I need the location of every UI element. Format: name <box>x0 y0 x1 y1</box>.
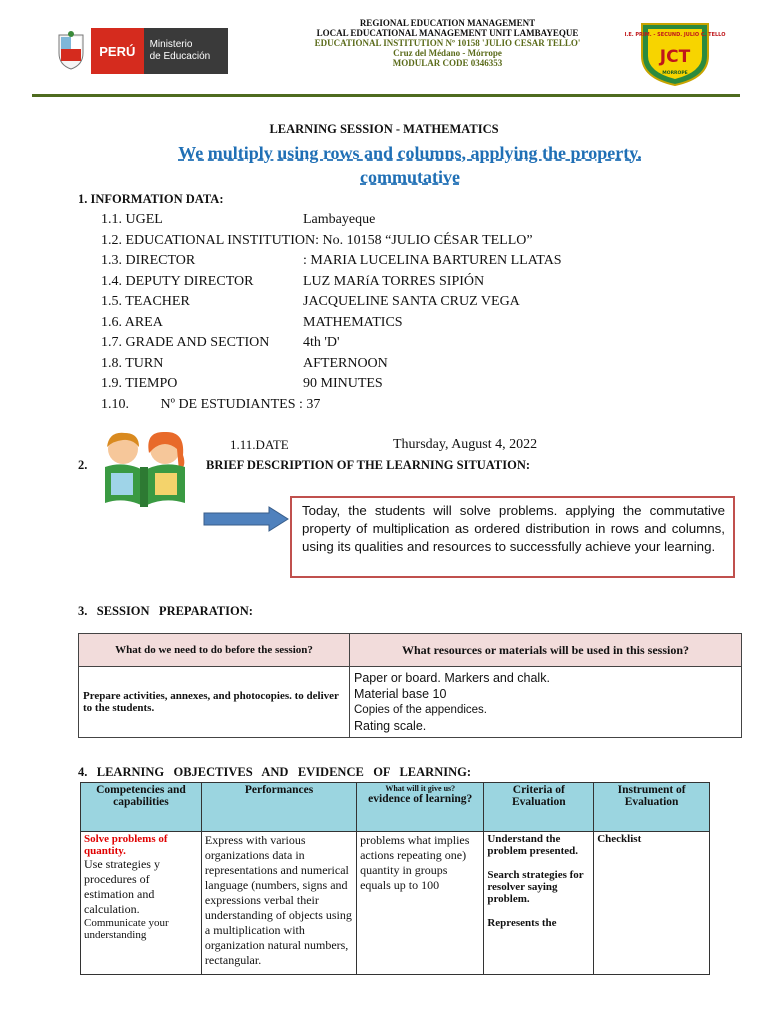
list-item: Search strategies for resolver saying problem. <box>487 869 584 905</box>
obj-performance-cell: Express with various organizations data in representations and numerical language (numbers, signs and expressions verbal their understanding of objects using a multiplication with organization natural numbers, rectangular. <box>201 832 356 975</box>
list-item: Represents the <box>487 917 557 929</box>
session-subtitle: We multiply using rows and columns, applying the property. commutative <box>178 143 642 187</box>
school-shield-logo <box>624 22 726 86</box>
ministry-logo <box>55 28 228 74</box>
info-row: 1.6. AREA MATHEMATICS <box>101 314 403 330</box>
list-item: Material base 10 <box>354 687 447 701</box>
header-line-3: EDUCATIONAL INSTITUTION Nº 10158 'JULIO CESAR TELLO' <box>314 38 581 48</box>
info-row: 1.7. GRADE AND SECTION 4th 'D' <box>101 335 340 350</box>
section1-heading: 1. INFORMATION DATA: <box>78 192 224 206</box>
date-label: 1.11.DATE <box>230 437 289 452</box>
arrow-right-icon <box>203 506 289 532</box>
section4-heading: 4. LEARNING OBJECTIVES AND EVIDENCE OF LEARNING: <box>78 765 471 779</box>
info-row: 1.4. DEPUTY DIRECTOR LUZ MARíA TORRES SIPIÓN <box>101 273 485 289</box>
header-line-1: REGIONAL EDUCATION MANAGEMENT <box>359 18 536 28</box>
prep-before-text: Prepare activities, annexes, and photocopies. to deliver to the students. <box>79 667 350 738</box>
ministry-name: Ministerio de Educación <box>144 28 228 74</box>
learning-situation-box: Today, the students will solve problems. applying the commutative property of multiplication as ordered distribution in rows and columns, using its qualities and resources to successfully achieve your learning. <box>290 496 735 578</box>
info-row: 1.9. TIEMPO 90 MINUTES <box>101 376 383 391</box>
information-list <box>101 210 601 415</box>
ministry-brand: PERÚ <box>91 28 144 74</box>
prep-col1-header: What do we need to do before the session? <box>79 634 350 667</box>
competency-title: Solve problems of quantity. <box>84 833 168 857</box>
obj-col-competencies: Competencies and capabilities <box>81 783 202 832</box>
obj-col-evidence: What will it give us? evidence of learning? <box>357 783 484 832</box>
objectives-table <box>80 782 710 975</box>
prep-col2-header: What resources or materials will be used in this session? <box>350 634 742 667</box>
children-reading-illustration <box>93 427 197 511</box>
school-logo-top-text: I.E. PRIM. - SECUND. JULIO C. TELLO <box>624 32 726 38</box>
obj-col-performances: Performances <box>201 783 356 832</box>
info-row: 1.3. DIRECTOR : MARIA LUCELINA BARTUREN LLATAS <box>101 253 562 268</box>
info-row: 1.10. Nº DE ESTUDIANTES : 37 <box>101 396 321 412</box>
section3-heading: 3. SESSION PREPARATION: <box>78 604 253 618</box>
institution-header <box>240 18 655 68</box>
info-row: 1.8. TURN AFTERNOON <box>101 355 388 371</box>
list-item: Understand the problem presented. <box>487 833 579 857</box>
info-row: 1.5. TEACHER JACQUELINE SANTA CRUZ VEGA <box>101 294 520 309</box>
header-line-2: LOCAL EDUCATIONAL MANAGEMENT UNIT LAMBAYEQUE <box>316 28 579 38</box>
section2-number: 2. <box>78 458 88 472</box>
header-line-5: MODULAR CODE 0346353 <box>392 58 503 68</box>
school-logo-bottom-text: MORROPE <box>662 71 688 76</box>
obj-col-instrument: Instrument of Evaluation <box>594 783 710 832</box>
obj-criteria-cell <box>484 832 594 975</box>
table-row <box>79 667 742 738</box>
header-divider <box>32 94 740 97</box>
list-item: Communicate your understanding <box>84 917 169 941</box>
table-header-row <box>81 783 710 832</box>
prep-resources-cell <box>350 667 742 738</box>
school-logo-mark: JCT <box>659 47 691 67</box>
obj-col-criteria: Criteria of Evaluation <box>484 783 594 832</box>
section2-heading: BRIEF DESCRIPTION OF THE LEARNING SITUATION: <box>206 458 531 472</box>
header-line-4: Cruz del Médano - Mórrope <box>393 48 502 58</box>
info-row: 1.1. UGEL Lambayeque <box>101 212 376 227</box>
session-preparation-table <box>78 633 742 738</box>
obj-competency-cell <box>81 832 202 975</box>
date-value: Thursday, August 4, 2022 <box>393 437 538 452</box>
obj-instrument-cell: Checklist <box>594 832 710 975</box>
table-header-row <box>79 634 742 667</box>
list-item: Use strategies y procedures of estimation and calculation. <box>84 857 160 916</box>
list-item: Rating scale. <box>354 719 427 733</box>
table-row <box>81 832 710 975</box>
list-item: Copies of the appendices. <box>354 704 487 716</box>
page-title: LEARNING SESSION - MATHEMATICS <box>269 122 499 136</box>
list-item: Paper or board. Markers and chalk. <box>354 671 550 685</box>
info-row: 1.2. EDUCATIONAL INSTITUTION: No. 10158 “JULIO CÉSAR TELLO” <box>101 232 533 248</box>
obj-evidence-cell: problems what implies actions repeating one) quantity in groups equals up to 100 <box>357 832 484 975</box>
peru-coat-of-arms-icon <box>55 31 87 71</box>
